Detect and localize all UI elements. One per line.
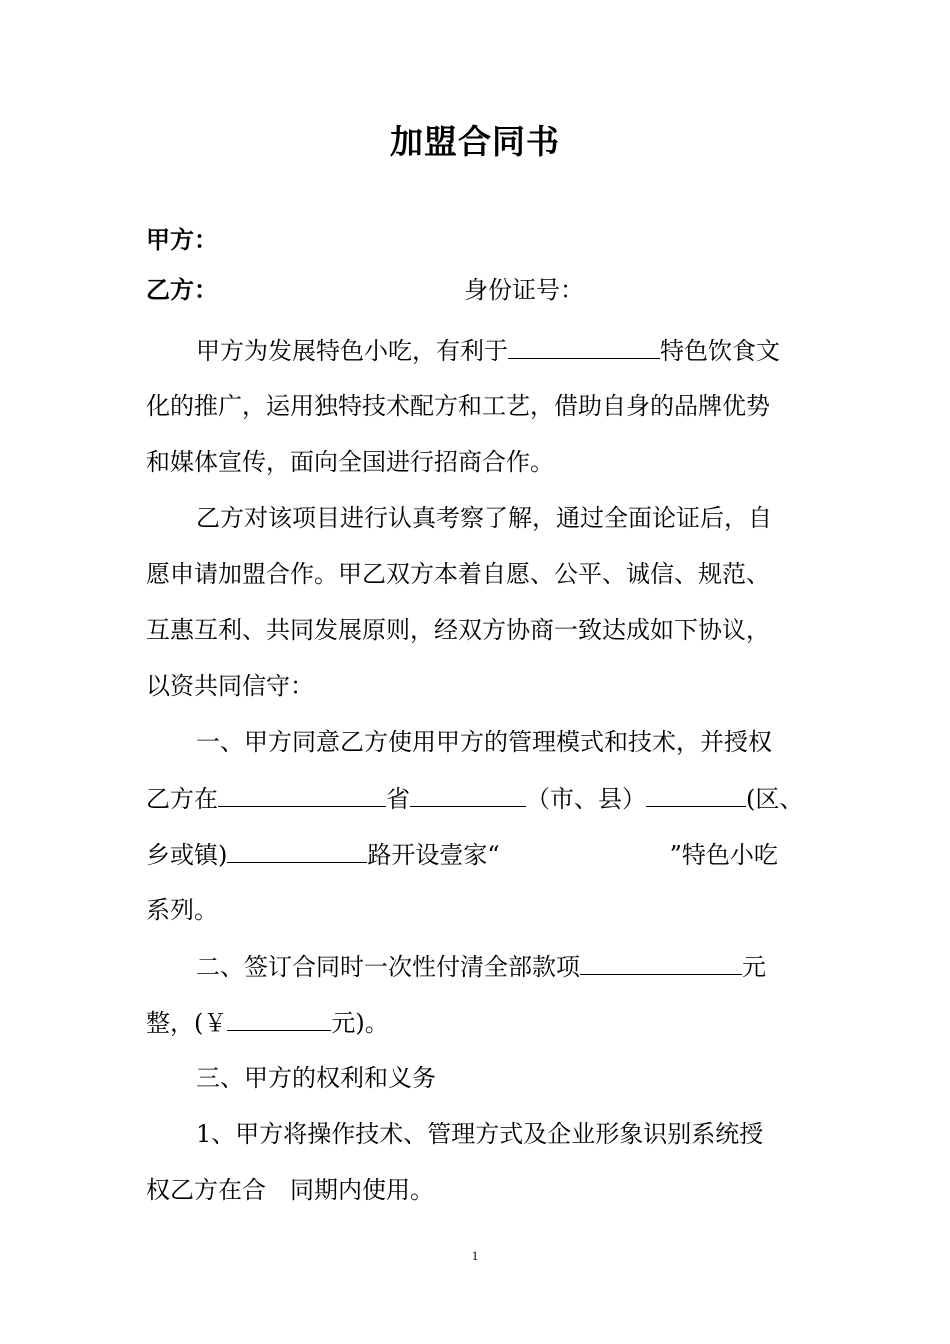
blank-province bbox=[218, 780, 386, 807]
clause-2-line-2 bbox=[146, 1004, 806, 1041]
clause-1-line-3 bbox=[146, 836, 806, 873]
clause-3-heading: 三、甲方的权利和义务 bbox=[196, 1064, 436, 1092]
paragraph-intro-line-2: 化的推广，运用独特技术配方和工艺，借助自身的品牌优势 bbox=[146, 392, 770, 420]
clause-3-item-1-line-1: 1、甲方将操作技术、管理方式及企业形象识别系统授 bbox=[196, 1120, 764, 1148]
paragraph-agreement-line-3: 互惠互利、共同发展原则，经双方协商一致达成如下协议， bbox=[146, 616, 770, 644]
text-segment: 路开设壹家“ bbox=[367, 841, 500, 869]
blank-district bbox=[646, 780, 746, 807]
paragraph-intro-line-3: 和媒体宣传，面向全国进行招商合作。 bbox=[146, 448, 554, 476]
clause-1-line-4: 系列。 bbox=[146, 896, 218, 924]
blank-road bbox=[227, 836, 367, 863]
page-number: 1 bbox=[471, 1248, 479, 1263]
clause-1-line-1: 一、甲方同意乙方使用甲方的管理模式和技术，并授权 bbox=[196, 728, 772, 756]
clause-3-item-1-line-2: 权乙方在合 同期内使用。 bbox=[146, 1176, 434, 1204]
text-segment: 乡或镇) bbox=[146, 841, 228, 869]
blank-city bbox=[410, 780, 526, 807]
paragraph-agreement-line-1: 乙方对该项目进行认真考察了解，通过全面论证后，自 bbox=[196, 504, 772, 532]
text-segment: 乙方在 bbox=[146, 785, 218, 813]
text-segment: （市、县） bbox=[526, 785, 646, 813]
blank-brand-region bbox=[508, 332, 660, 359]
text-segment: 省 bbox=[386, 785, 410, 813]
blank-amount-words bbox=[580, 948, 742, 975]
text-segment: 二、签订合同时一次性付清全部款项 bbox=[196, 953, 580, 981]
text-segment: 特色饮食文 bbox=[660, 337, 780, 365]
text-segment: 甲方为发展特色小吃，有利于 bbox=[196, 337, 508, 365]
clause-2-line-1 bbox=[196, 948, 806, 985]
paragraph-agreement-line-4: 以资共同信守： bbox=[146, 672, 314, 700]
page-title: 加盟合同书 bbox=[390, 122, 560, 161]
blank-amount-figures bbox=[227, 1004, 331, 1031]
text-segment: 整，(￥ bbox=[146, 1009, 228, 1037]
id-number-label: 身份证号： bbox=[464, 276, 584, 304]
party-b-label: 乙方： bbox=[146, 276, 218, 304]
text-segment: ”特色小吃 bbox=[669, 841, 778, 869]
text-segment: (区、 bbox=[746, 785, 804, 813]
paragraph-intro-line-1 bbox=[196, 332, 806, 369]
party-a-label: 甲方： bbox=[146, 226, 218, 254]
party-b-row bbox=[146, 272, 806, 308]
paragraph-agreement-line-2: 愿申请加盟合作。甲乙双方本着自愿、公平、诚信、规范、 bbox=[146, 560, 770, 588]
text-segment: 元 bbox=[742, 953, 766, 981]
text-segment: 元)。 bbox=[331, 1009, 389, 1037]
clause-1-line-2 bbox=[146, 780, 806, 817]
